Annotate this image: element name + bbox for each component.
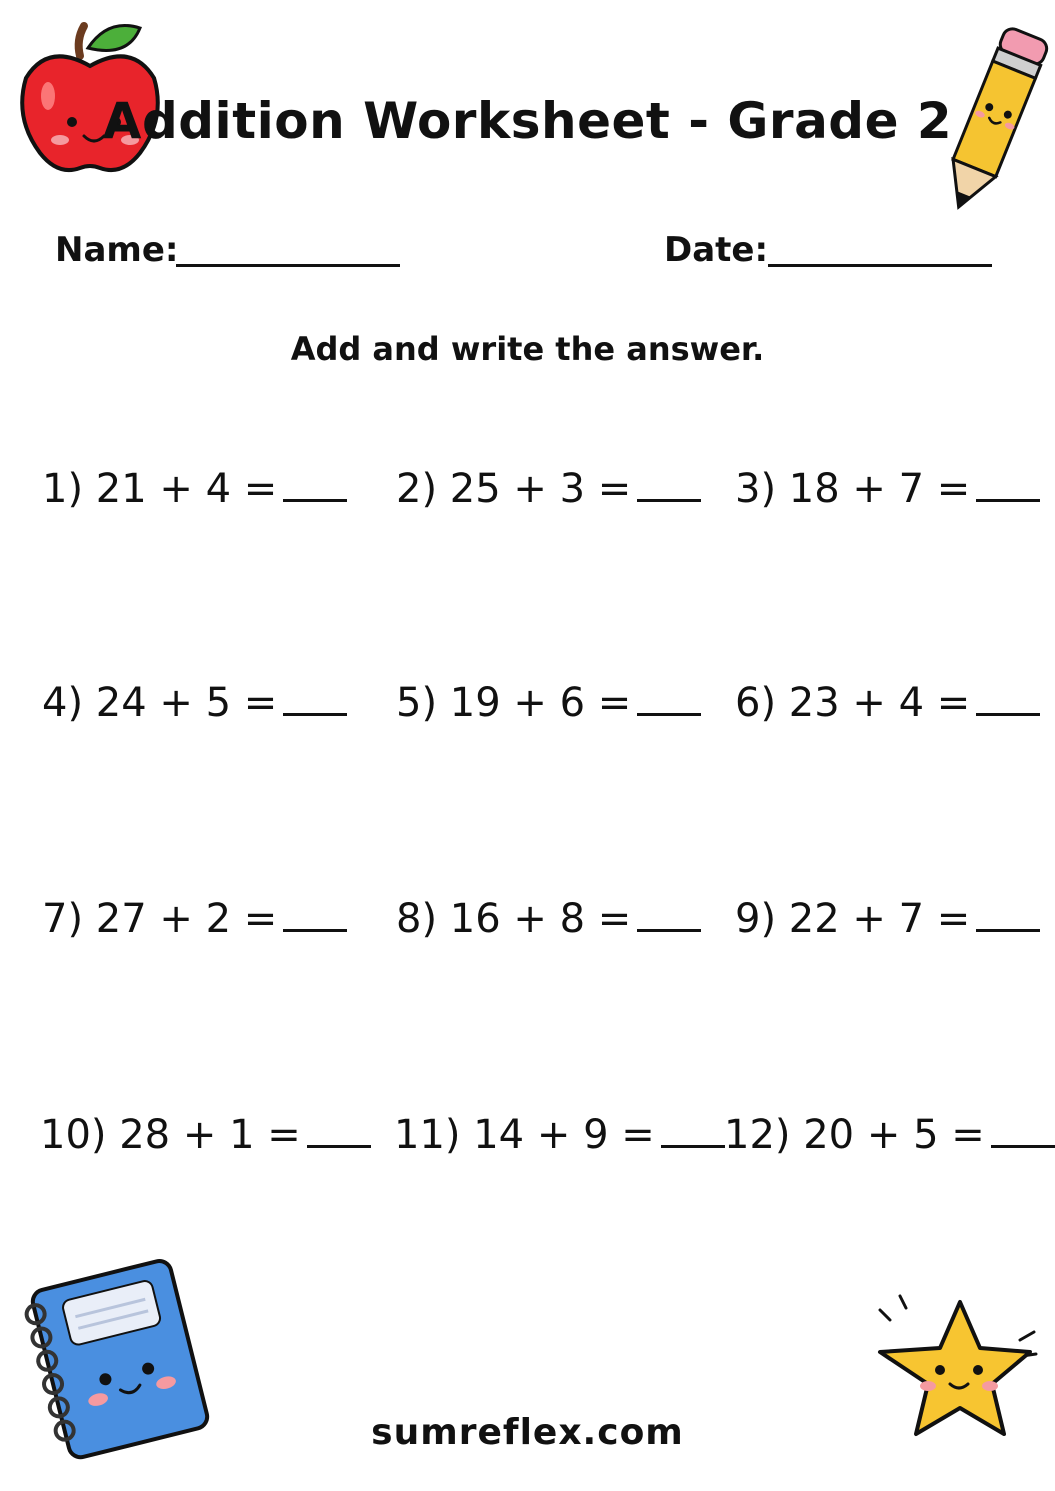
problem-12 — [724, 1112, 1055, 1158]
problem-11 — [394, 1112, 725, 1158]
problem-5 — [396, 680, 701, 726]
instruction-text: Add and write the answer. — [290, 330, 765, 368]
name-label: Name: — [55, 230, 179, 270]
problem-text: 5) 19 + 6 = — [396, 680, 632, 726]
answer-blank[interactable] — [637, 499, 701, 502]
pencil-icon — [940, 22, 1050, 217]
page-title: Addition Worksheet - Grade 2 — [102, 92, 953, 150]
problem-text: 2) 25 + 3 = — [396, 466, 632, 512]
problem-text: 4) 24 + 5 = — [42, 680, 278, 726]
answer-blank[interactable] — [991, 1145, 1055, 1148]
problem-text: 9) 22 + 7 = — [735, 896, 971, 942]
problem-3 — [735, 466, 1040, 512]
problem-text: 8) 16 + 8 = — [396, 896, 632, 942]
problem-9 — [735, 896, 1040, 942]
answer-blank[interactable] — [307, 1145, 371, 1148]
problem-2 — [396, 466, 701, 512]
answer-blank[interactable] — [976, 499, 1040, 502]
problem-text: 1) 21 + 4 = — [42, 466, 278, 512]
problem-text: 12) 20 + 5 = — [724, 1112, 985, 1158]
answer-blank[interactable] — [637, 929, 701, 932]
name-field[interactable] — [176, 264, 400, 267]
problem-text: 3) 18 + 7 = — [735, 466, 971, 512]
answer-blank[interactable] — [283, 929, 347, 932]
answer-blank[interactable] — [283, 713, 347, 716]
problem-4 — [42, 680, 347, 726]
date-field[interactable] — [768, 264, 992, 267]
problem-8 — [396, 896, 701, 942]
answer-blank[interactable] — [283, 499, 347, 502]
website-footer: sumreflex.com — [371, 1412, 684, 1453]
answer-blank[interactable] — [976, 713, 1040, 716]
problem-text: 6) 23 + 4 = — [735, 680, 971, 726]
problem-text: 10) 28 + 1 = — [40, 1112, 301, 1158]
problem-7 — [42, 896, 347, 942]
problem-6 — [735, 680, 1040, 726]
problem-10 — [40, 1112, 371, 1158]
date-label: Date: — [664, 230, 769, 270]
problem-text: 11) 14 + 9 = — [394, 1112, 655, 1158]
answer-blank[interactable] — [637, 713, 701, 716]
star-icon — [870, 1290, 1040, 1450]
answer-blank[interactable] — [976, 929, 1040, 932]
answer-blank[interactable] — [661, 1145, 725, 1148]
problem-1 — [42, 466, 347, 512]
problem-text: 7) 27 + 2 = — [42, 896, 278, 942]
